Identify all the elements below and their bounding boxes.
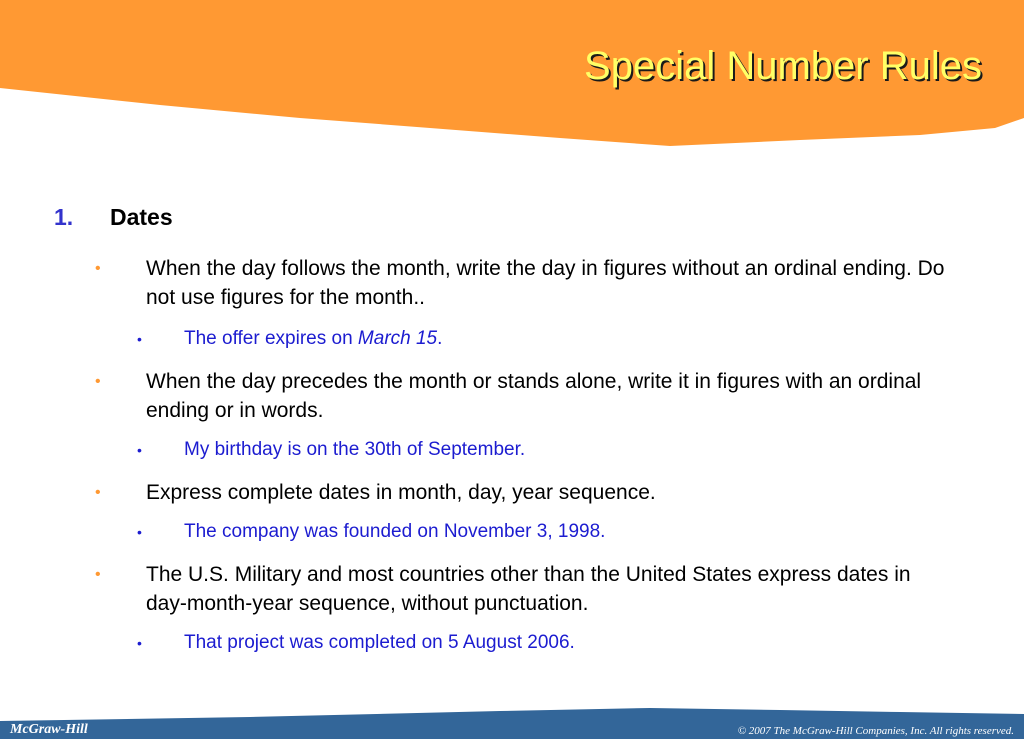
example-text: The company was founded on November 3, 1998.: [184, 521, 606, 542]
example-text: The offer expires on March 15.: [184, 328, 443, 349]
example-2: [137, 437, 957, 463]
bullet-icon: •: [95, 566, 101, 583]
slide-title: Special Number Rules: [584, 44, 982, 88]
publisher-logo: McGraw-Hill: [10, 722, 88, 737]
rule-2: [95, 367, 955, 425]
section-label: Dates: [110, 204, 173, 230]
rule-text: Express complete dates in month, day, year sequence.: [146, 481, 656, 504]
example-emphasis: March 15: [357, 328, 438, 349]
example-1: [137, 326, 957, 352]
section-heading: [54, 204, 173, 231]
rule-4: [95, 560, 955, 618]
example-text: My birthday is on the 30th of September.: [184, 439, 526, 460]
bullet-icon: •: [137, 442, 142, 458]
bullet-icon: •: [95, 373, 101, 390]
rule-text: The U.S. Military and most countries other than the United States express dates in day-month-year sequence, without punctuation.: [146, 563, 911, 615]
bullet-icon: •: [137, 635, 142, 651]
rule-text: When the day follows the month, write the day in figures without an ordinal ending. Do not use figures for the month..: [146, 257, 945, 309]
rule-1: [95, 254, 955, 312]
example-text: That project was completed on 5 August 2006.: [184, 632, 575, 653]
bullet-icon: •: [137, 331, 142, 347]
example-4: [137, 630, 957, 656]
bullet-icon: •: [95, 260, 101, 277]
bullet-icon: •: [137, 524, 142, 540]
section-number: 1.: [54, 204, 74, 230]
rule-text: When the day precedes the month or stands alone, write it in figures with an ordinal ending or in words.: [146, 370, 922, 422]
copyright-notice: © 2007 The McGraw-Hill Companies, Inc. All rights reserved.: [737, 725, 1014, 737]
example-3: [137, 519, 957, 545]
rule-3: [95, 478, 955, 507]
bullet-icon: •: [95, 484, 101, 501]
